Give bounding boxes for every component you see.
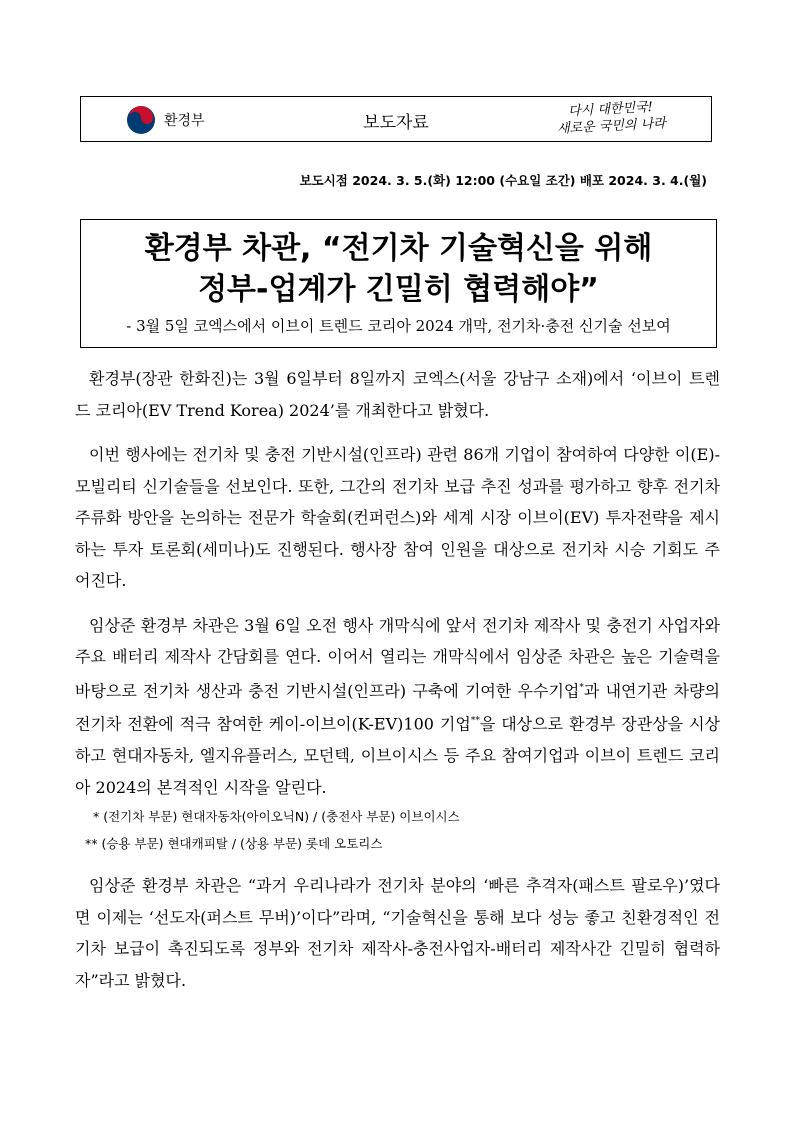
release-info: 보도시점 2024. 3. 5.(화) 12:00 (수요일 조간) 배포 2024. 3. 4.(월) (299, 173, 707, 188)
footnote-mark-1: * (579, 682, 584, 693)
footnote-2: ** (승용 부문) 현대캐피탈 / (상용 부문) 롯데 오토리스 (85, 836, 383, 852)
headline-line-2: 정부-업계가 긴밀히 협력해야” (198, 272, 599, 307)
header-box (80, 96, 712, 142)
footnote-1: * (전기차 부문) 현대자동차(아이오닉N) / (충전사 부문) 이브이시스 (93, 809, 460, 825)
paragraph-3-part-1: 임상준 환경부 차관은 3월 6일 오전 행사 개막식에 앞서 전기차 제작사 및 충전기 사업자와 주요 배터리 제작사 간담회를 연다. 이어서 열리는 개막식에서 임상준 차관은 높은 기술력을 바탕으로 전기차 생산과 충전 기반시설(인프라) 구축에 기여한 우수기업 (75, 615, 720, 700)
paragraph-3-part-2: 과 내연기관 차량의 전기차 전환에 적극 참여한 케이-이브이(K-EV)100 기업 (75, 680, 720, 734)
paragraph-2: 이번 행사에는 전기차 및 충전 기반시설(인프라) 관련 86개 기업이 참여하여 다양한 이(E)-모빌리티 신기술들을 선보인다. 또한, 그간의 전기차 보급 추진 성과를 평가하고 향후 전기차 주류화 방안을 논의하는 전문가 학술회(컨퍼런스)와 세계 시장 이브이(EV) 투자전략을 제시하는 투자 토론회(세미나)도 진행된다. 행사장 참여 인원을 대상으로 전기차 시승 기회도 주어진다. (75, 445, 720, 590)
article-body (75, 363, 720, 996)
ministry-name: 환경부 (164, 113, 205, 129)
headline (81, 228, 716, 310)
title-box (80, 219, 717, 348)
paragraph-4: 임상준 환경부 차관은 “과거 우리나라가 전기차 분야의 ‘빠른 추격자(패스트 팔로우)’였다면 이제는 ‘선도자(퍼스트 무버)’이다”라며, “기술혁신을 통해 보다 성능 좋고 친환경적인 전기차 보급이 촉진되도록 정부와 전기차 제작사-충전사업자-배터리 제작사간 긴밀히 협력하자”라고 밝혔다. (75, 876, 720, 990)
footnote-mark-2: ** (470, 716, 480, 727)
subheadline: - 3월 5일 코엑스에서 이브이 트렌드 코리아 2024 개막, 전기차·충전 신기술 선보여 (126, 317, 671, 335)
paragraph-3 (75, 610, 720, 804)
paragraph-3-part-3: 을 대상으로 환경부 장관상을 시상하고 현대자동차, 엘지유플러스, 모던텍, 이브이시스 등 주요 참여기업과 이브이 트렌드 코리아 2024의 본격적인 시작을 알린다. (75, 714, 720, 797)
headline-line-1: 환경부 차관, “전기차 기술혁신을 위해 (144, 231, 653, 266)
document-type: 보도자료 (363, 113, 429, 133)
slogan-line-2: 새로운 국민의 나라 (556, 116, 667, 137)
paragraph-1: 환경부(장관 한화진)는 3월 6일부터 8일까지 코엑스(서울 강남구 소재)에서 ‘이브이 트렌드 코리아(EV Trend Korea) 2024’를 개최한다고 밝혔다. (75, 369, 720, 420)
slogan-line-1: 다시 대한민국! (567, 99, 654, 120)
